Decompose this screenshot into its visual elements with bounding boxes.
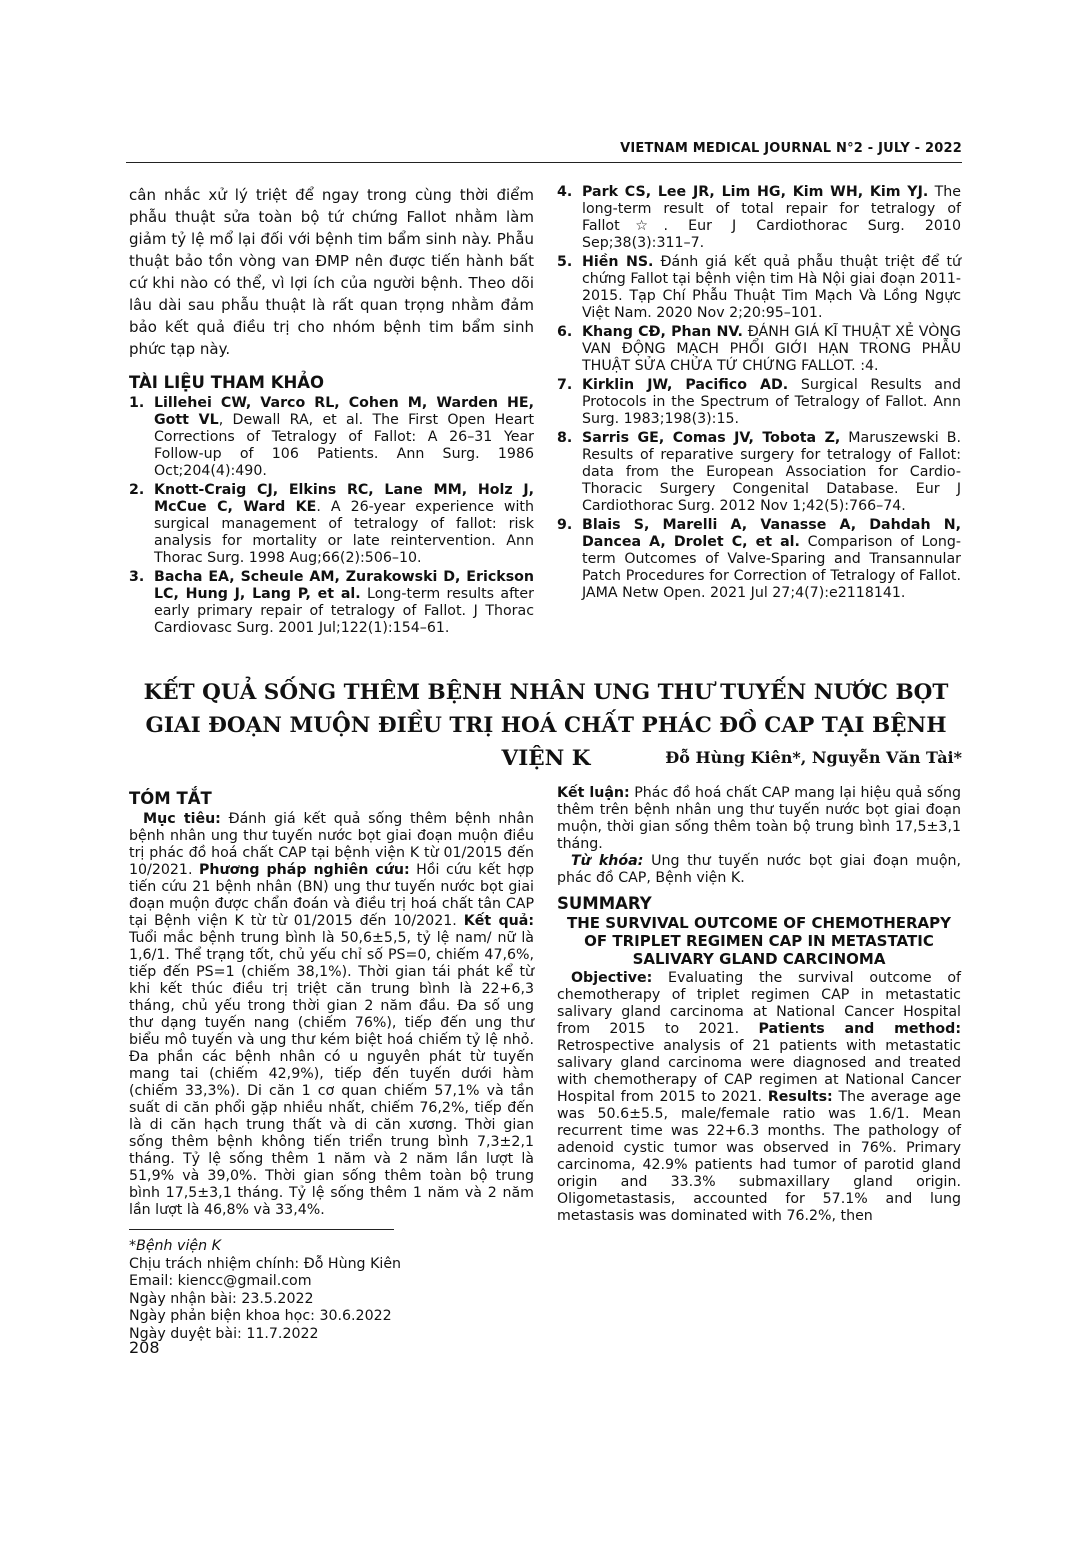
article-title-line-2: GIAI ĐOẠN MUỘN ĐIỀU TRỊ HOÁ CHẤT PHÁC ĐỒ CAP TẠI BỆNH VIỆN K xyxy=(145,713,947,771)
reference-text: , Dewall RA, et al. The First Open Heart Corrections of Tetralogy of Fallot: A 26–31 Year Follow-up of 106 Patients. Ann Surg. 1986 Oct;204(4):490. xyxy=(154,412,535,479)
reference-item xyxy=(557,184,961,252)
reference-text: Surgical Results and Protocols in the Spectrum of Tetralogy of Fallot. Ann Surg. 1983;198(3):15. xyxy=(582,377,961,427)
right-column-top xyxy=(557,184,961,604)
reference-item xyxy=(129,395,534,480)
footnote-received: Ngày nhận bài: 23.5.2022 xyxy=(129,1290,314,1307)
references-heading: TÀI LIỆU THAM KHẢO xyxy=(129,373,325,392)
reference-text: Đánh giá kết quả phẫu thuật triệt để tứ chứng Fallot tại bệnh viện tim Hà Nội giai đoạn 2011-2015. Tạp Chí Phẫu Thuật Tim Mạch Và Lồng Ngực Việt Nam. 2020 Nov 2;20:95–101. xyxy=(582,254,961,321)
reference-authors: Hiền NS. xyxy=(582,254,654,270)
reference-number: 7. xyxy=(557,377,573,393)
objective-text-vi: Đánh giá kết quả sống thêm bệnh nhân bệnh nhân ung thư tuyến nước bọt giai đoạn muộn điều trị phác đồ hoá chất CAP tại bệnh viện K từ 01/2015 đến 10/2021. xyxy=(129,811,534,878)
reference-number: 6. xyxy=(557,324,573,340)
keywords-vi xyxy=(557,853,961,887)
summary-body xyxy=(557,970,961,1225)
reference-authors: Knott-Craig CJ, Elkins RC, Lane MM, Holz J, McCue C, Ward KE xyxy=(154,482,534,515)
results-text-vi: Tuổi mắc bệnh trung bình là 50,6±5,5, tỷ lệ nam/ nữ là 1,6/1. Thể trạng tốt, chủ yếu chỉ số PS=0, chiếm 47,6%, tiếp đến PS=1 (chiếm 38,1%). Thời gian tái phát kể từ khi kết thúc điều trị triệt căn trung bình là 22+6,3 tháng, chủ yếu trong thời gian 2 năm đầu. Đa số ung thư dạng tuyến nang (chiếm 76%), tiếp đến ung thư biểu mô tuyến và ung thư kém biệt hoá chiếm tỷ lệ nhỏ. Đa phần các bệnh nhân có u nguyên phát từ tuyến mang tai (chiếm 42,9%), tiếp đến tuyến dưới hàm (chiếm 33,3%). Di căn 1 cơ quan chiếm 57,1% và tần suất di căn phổi gặp nhiều nhất, chiếm 76,2%, tiếp đến là di căn hạch trung thất và di căn xương. Thời gian sống thêm bệnh không tiến triển trung bình 7,3±2,1 tháng. Tỷ lệ sống thêm 1 năm và 2 năm lần lượt là 51,9% và 39,0%. Thời gian sống thêm toàn bộ trung bình 17,5±3,1 tháng. Tỷ lệ sống thêm 1 năm và 2 năm lần lượt là 46,8% và 33,4%. xyxy=(129,930,534,1218)
reference-authors: Park CS, Lee JR, Lim HG, Kim WH, Kim YJ. xyxy=(582,184,929,200)
abstract-vi-heading: TÓM TẮT xyxy=(129,789,212,808)
abstract-vi xyxy=(129,790,534,1219)
footnote-affiliation: *Bệnh viện K xyxy=(129,1238,221,1254)
footnote-accepted: Ngày duyệt bài: 11.7.2022 xyxy=(129,1325,319,1342)
reference-item xyxy=(557,377,961,428)
reference-item xyxy=(557,517,961,602)
method-text-en: Retrospective analysis of 21 patients with metastatic salivary gland carcinoma were diagnosed and treated with chemotherapy of CAP regimen at National Cancer Hospital from 2015 to 2021. xyxy=(557,1038,961,1105)
page-number: 208 xyxy=(129,1338,160,1357)
article-authors: Đỗ Hùng Kiên*, Nguyễn Văn Tài* xyxy=(665,748,962,767)
reference-number: 8. xyxy=(557,430,573,446)
reference-number: 3. xyxy=(129,569,145,585)
reference-authors: Kirklin JW, Pacifico AD. xyxy=(582,377,789,393)
conclusion-text-vi: Phác đồ hoá chất CAP mang lại hiệu quả sống thêm trên bệnh nhân ung thư tuyến nước bọt giai đoạn muộn, thời gian sống thêm toàn bộ trung bình 17,5±3,1 tháng. xyxy=(557,785,961,852)
reference-authors: Lillehei CW, Varco RL, Cohen M, Warden HE, Gott VL xyxy=(154,395,534,428)
reference-authors: Sarris GE, Comas JV, Tobota Z, xyxy=(582,430,841,446)
results-text-en: The average age was 50.6±5.5, male/female ratio was 1.6/1. Mean recurrent time was 22+6.3 months. The pathology of adenoid cystic tumor was observed in 76%. Primary carcinoma, 42.9% patients had tumor of parotid gland origin and 33.3% submaxillary gland origin. Oligometastasis, accounted for 57.1% and lung metastasis was dominated with 76.2%, then xyxy=(557,1089,961,1224)
reference-item xyxy=(557,254,961,322)
journal-header: VIETNAM MEDICAL JOURNAL N°2 - JULY - 2022 xyxy=(620,141,962,156)
reference-number: 9. xyxy=(557,517,573,533)
reference-number: 5. xyxy=(557,254,573,270)
footnote-rule xyxy=(129,1229,394,1230)
footnote-reviewed: Ngày phản biện khoa học: 30.6.2022 xyxy=(129,1308,392,1324)
left-column-top xyxy=(129,184,534,639)
reference-item xyxy=(557,324,961,375)
method-label-vi: Phương pháp nghiên cứu: xyxy=(198,862,410,878)
reference-number: 4. xyxy=(557,184,573,200)
keywords-label-vi: Từ khóa: xyxy=(571,853,644,869)
header-rule xyxy=(126,162,962,163)
results-label-vi: Kết quả: xyxy=(463,913,534,929)
summary-title: THE SURVIVAL OUTCOME OF CHEMOTHERAPY OF TRIPLET REGIMEN CAP IN METASTATIC SALIVARY GLAND CARCINOMA xyxy=(566,914,952,968)
keywords-text-vi: Ung thư tuyến nước bọt giai đoạn muộn, phác đồ CAP, Bệnh viện K. xyxy=(557,853,961,886)
method-label-en: Patients and method: xyxy=(758,1021,961,1037)
abstract-vi-body xyxy=(129,811,534,1219)
reference-text: Comparison of Long-term Outcomes of Valve-Sparing and Transannular Patch Procedures for Correction of Tetralogy of Fallot. JAMA Netw Open. 2021 Jul 27;4(7):e2118141. xyxy=(582,534,961,601)
reference-number: 1. xyxy=(129,395,145,411)
reference-authors: Khang CĐ, Phan NV. xyxy=(582,324,743,340)
footnotes xyxy=(129,1238,529,1343)
footnote-responsible: Chịu trách nhiệm chính: Đỗ Hùng Kiên xyxy=(129,1255,402,1272)
objective-label-en: Objective: xyxy=(571,970,653,986)
right-column-bottom xyxy=(557,785,961,1225)
reference-text: ĐÁNH GIÁ KĨ THUẬT XẺ VÒNG VAN ĐỘNG MẠCH PHỔI GIỚI HẠN TRONG PHẪU THUẬT SỬA CHỬA TỨ CHỨNG FALLOT. :4. xyxy=(582,324,961,374)
reference-text: The long-term result of total repair for tetralogy of Fallot☆. Eur J Cardiothorac Surg. 2010 Sep;38(3):311–7. xyxy=(582,184,961,251)
intro-paragraph: cân nhắc xử lý triệt để ngay trong cùng thời điểm phẫu thuật sửa toàn bộ tứ chứng Fallot nhằm làm giảm tỷ lệ mổ lại đối với bệnh tim bẩm sinh này. Phẫu thuật bảo tồn vòng van ĐMP nên được tiến hành bất cứ khi nào có thể, vì lợi ích của người bệnh. Theo dõi lâu dài sau phẫu thuật là rất quan trọng nhằm đảm bảo kết quả điều trị cho nhóm bệnh tim bẩm sinh phức tạp này. xyxy=(129,186,534,358)
reference-item xyxy=(129,569,534,637)
conclusion-label-vi: Kết luận: xyxy=(557,785,630,801)
objective-label-vi: Mục tiêu: xyxy=(143,811,221,827)
reference-authors: Blais S, Marelli A, Vanasse A, Dahdah N, Dancea A, Drolet C, et al. xyxy=(582,517,961,550)
reference-text: Long-term results after early primary repair of tetralogy of Fallot. J Thorac Cardiovasc Surg. 2001 Jul;122(1):154–61. xyxy=(154,586,534,636)
results-label-en: Results: xyxy=(767,1089,833,1105)
reference-item xyxy=(129,482,534,567)
reference-text: . A 26-year experience with surgical management of tetralogy of fallot: risk analysis for mortality or late reintervention. Ann Thorac Surg. 1998 Aug;66(2):506–10. xyxy=(154,499,534,566)
objective-text-en: Evaluating the survival outcome of chemotherapy of triplet regimen CAP in metastatic salivary gland carcinoma at National Cancer Hospital from 2015 to 2021. xyxy=(557,970,961,1037)
reference-authors: Bacha EA, Scheule AM, Zurakowski D, Erickson LC, Hung J, Lang P, et al. xyxy=(154,569,534,602)
article-title-line-1: KẾT QUẢ SỐNG THÊM BỆNH NHÂN UNG THƯ TUYẾN NƯỚC BỌT xyxy=(143,680,949,705)
reference-number: 2. xyxy=(129,482,145,498)
method-text-vi: Hồi cứu kết hợp tiến cứu 21 bệnh nhân (BN) ung thư tuyến nước bọt giai đoạn muộn được chẩn đoán và điều trị hoá chất tân CAP tại Bệnh viện K từ từ 01/2015 đến 10/2021. xyxy=(129,862,534,929)
footnote-email: Email: kiencc@gmail.com xyxy=(129,1273,312,1289)
reference-item xyxy=(557,430,961,515)
reference-text: Maruszewski B. Results of reparative surgery for tetralogy of Fallot: data from the European Association for Cardio-Thoracic Surgery Congenital Database. Eur J Cardiothorac Surg. 2012 Nov 1;42(5):766–74. xyxy=(582,430,961,514)
summary-heading: SUMMARY xyxy=(557,894,652,913)
